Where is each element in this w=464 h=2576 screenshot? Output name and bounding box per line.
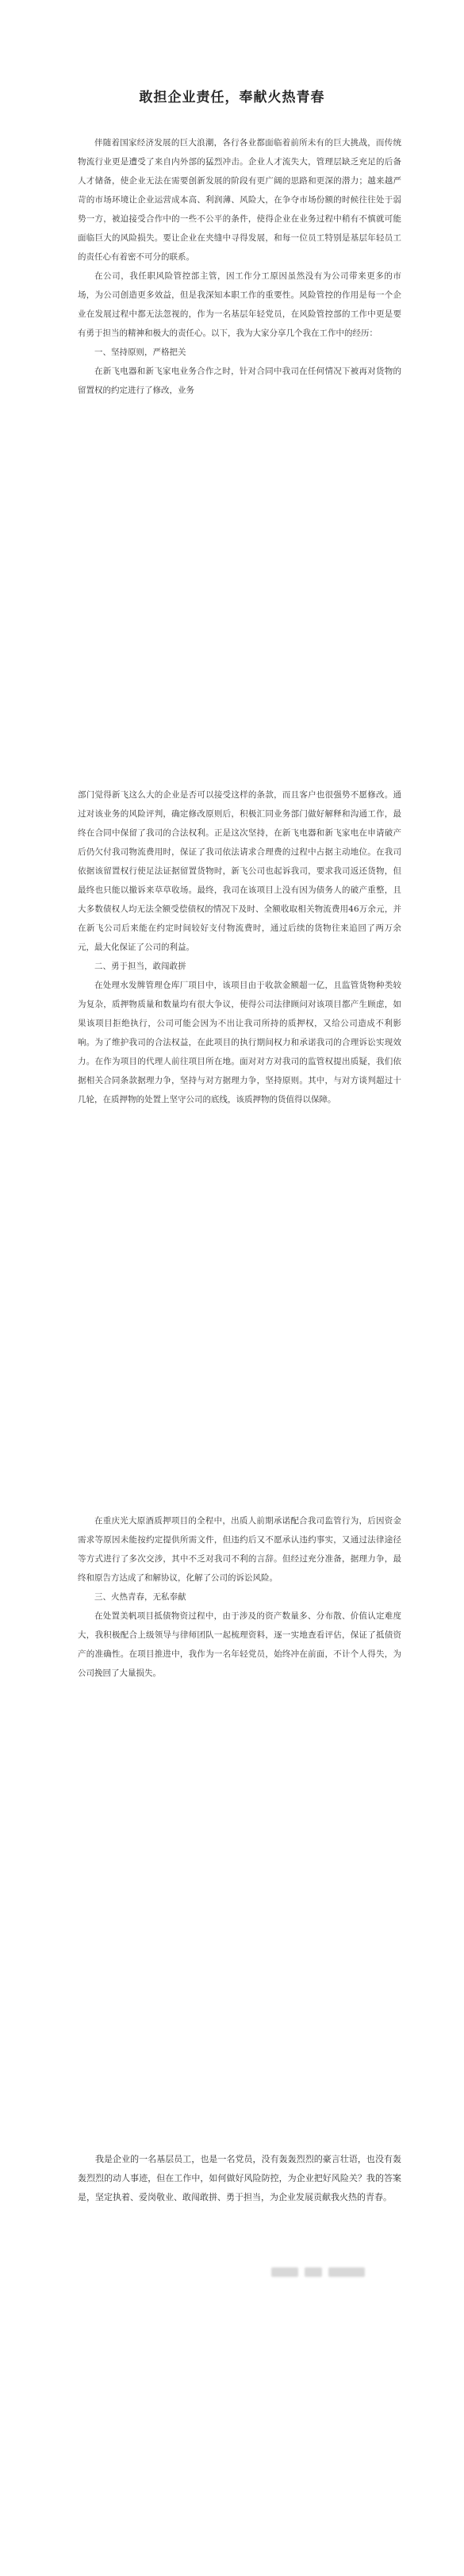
section-1-continued bbox=[78, 785, 401, 1109]
watermark bbox=[271, 2265, 382, 2279]
watermark-block bbox=[328, 2267, 365, 2277]
section-heading-2: 二、勇于担当，敢闯敢拼 bbox=[94, 962, 186, 971]
section-3-paragraph-1: 在处置美帆项目抵债物资过程中，由于涉及的资产数量多、分布散、价值认定难度大，我积极配合上级领导与律师团队一起梳理资料，逐一实地查看评估，保证了抵债资产的准确性。在项目推进中，我作为一名年轻党员，始终冲在前面，不计个人得失，为公司挽回了大量损失。 bbox=[78, 1611, 401, 1678]
section-2-paragraph-1: 在处理水发牌管理仓库厂项目中，该项目由于收款金额超一亿，且监管货物种类较为复杂，质押物质量和数量均有很大争议，使得公司法律顾问对该项目都产生顾虑，如果该项目拒绝执行，公司可能会因为不出让我司所持的质押权，又给公司造成不利影响。为了维护我司的合法权益，在此项目的执行期间权力和承诺我司的合理诉讼实现效力。在作为项目的代理人前往项目所在地。面对对方对我司的监管权提出质疑，我们依据相关合同条款据理力争，坚持与对方据理力争，坚持原则。其中，与对方谈判超过十几轮，在质押物的处置上坚守公司的底线，该质押物的货值得以保障。 bbox=[78, 981, 401, 1104]
page-title: 敢担企业责任，奉献火热青春 bbox=[139, 90, 325, 106]
section-heading-1: 一、坚持原则，严格把关 bbox=[94, 347, 186, 357]
watermark-block bbox=[271, 2267, 298, 2277]
closing-section bbox=[78, 2150, 401, 2207]
watermark-block bbox=[305, 2267, 322, 2277]
section-2-continued bbox=[78, 1511, 401, 1683]
intro-section bbox=[78, 133, 401, 400]
closing-paragraph: 我是企业的一名基层员工，也是一名党员，没有轰轰烈烈的豪言壮语，也没有轰轰烈烈的动人事迹，但在工作中，如何做好风险防控，为企业把好风险关？我的答案是，坚定执着、爱岗敬业、敢闯敢拼、勇于担当，为企业发展贡献我火热的青春。 bbox=[78, 2154, 401, 2202]
section-heading-3: 三、火热青春，无私奉献 bbox=[94, 1592, 186, 1602]
section-2-paragraph-2: 在重庆光大原酒质押项目的全程中，出质人前期承诺配合我司监管行为，后因资金需求等原因未能按约定提供所需文件，但违约后又不愿承认违约事实，又通过法律途径等方式进行了多次交涉，其中不乏对我司不利的言辞。但经过充分准备，据理力争，最终和原告方达成了和解协议，化解了公司的诉讼风险。 bbox=[78, 1516, 401, 1583]
section-1-paragraph-1: 在新飞电器和新飞家电业务合作之时，针对合同中我司在任何情况下被再对货物的留置权的约定进行了修改，业务 bbox=[78, 367, 401, 395]
section-1-paragraph-2: 部门觉得新飞这么大的企业是否可以接受这样的条款，而且客户也很强势不愿修改。通过对该业务的风险评判，确定修改原则后，积极汇同业务部门做好解释和沟通工作，最终在合同中保留了我司的合法权利。正是这次坚持，在新飞电器和新飞家电在申请破产后仍欠付我司物流费用时，保证了我司依法请求合理费的过程中占据主动地位。在我司依据该留置权行使足法证据留置货物时，新飞公司也起诉我司，要求我司返还货物，但最终也只能以撤诉来草草收场。最终，我司在该项目上没有因为债务人的破产重整，且大多数债权人均无法全额受偿债权的情况下及时、全额收取相关物流费用46万余元，并在新飞公司后来能在约定时间较好支付物流费时，通过后续的货物往来追回了两万余元，最大化保证了公司的利益。 bbox=[78, 790, 401, 952]
intro-paragraph-1: 伴随着国家经济发展的巨大浪潮，各行各业都面临着前所未有的巨大挑战，而传统物流行业更是遭受了来自内外部的猛烈冲击。企业人才流失大，管理层缺乏充足的后备人才储备，使企业无法在需要创新发展的阶段有更广阔的思路和更深的潜力；越来越严苛的市场环境让企业运营成本高、利润薄、风险大，在争夺市场份额的时候往往处于弱势一方，被迫接受合作中的一些不公平的条件，使得企业在业务过程中稍有不慎就可能面临巨大的风险损失。要让企业在夹缝中寻得发展，和每一位员工特别是基层年轻员工的责任心有着密不可分的联系。 bbox=[78, 138, 401, 262]
intro-paragraph-2: 在公司，我任职风险管控部主管，因工作分工原因虽然没有为公司带来更多的市场，为公司创造更多效益，但是我深知本职工作的重要性。风险管控的作用是每一个企业在发展过程中都无法忽视的，作为一名基层年轻党员，在风险管控部的工作中更是要有勇于担当的精神和极大的责任心。以下，我为大家分享几个我在工作中的经历： bbox=[78, 271, 401, 338]
